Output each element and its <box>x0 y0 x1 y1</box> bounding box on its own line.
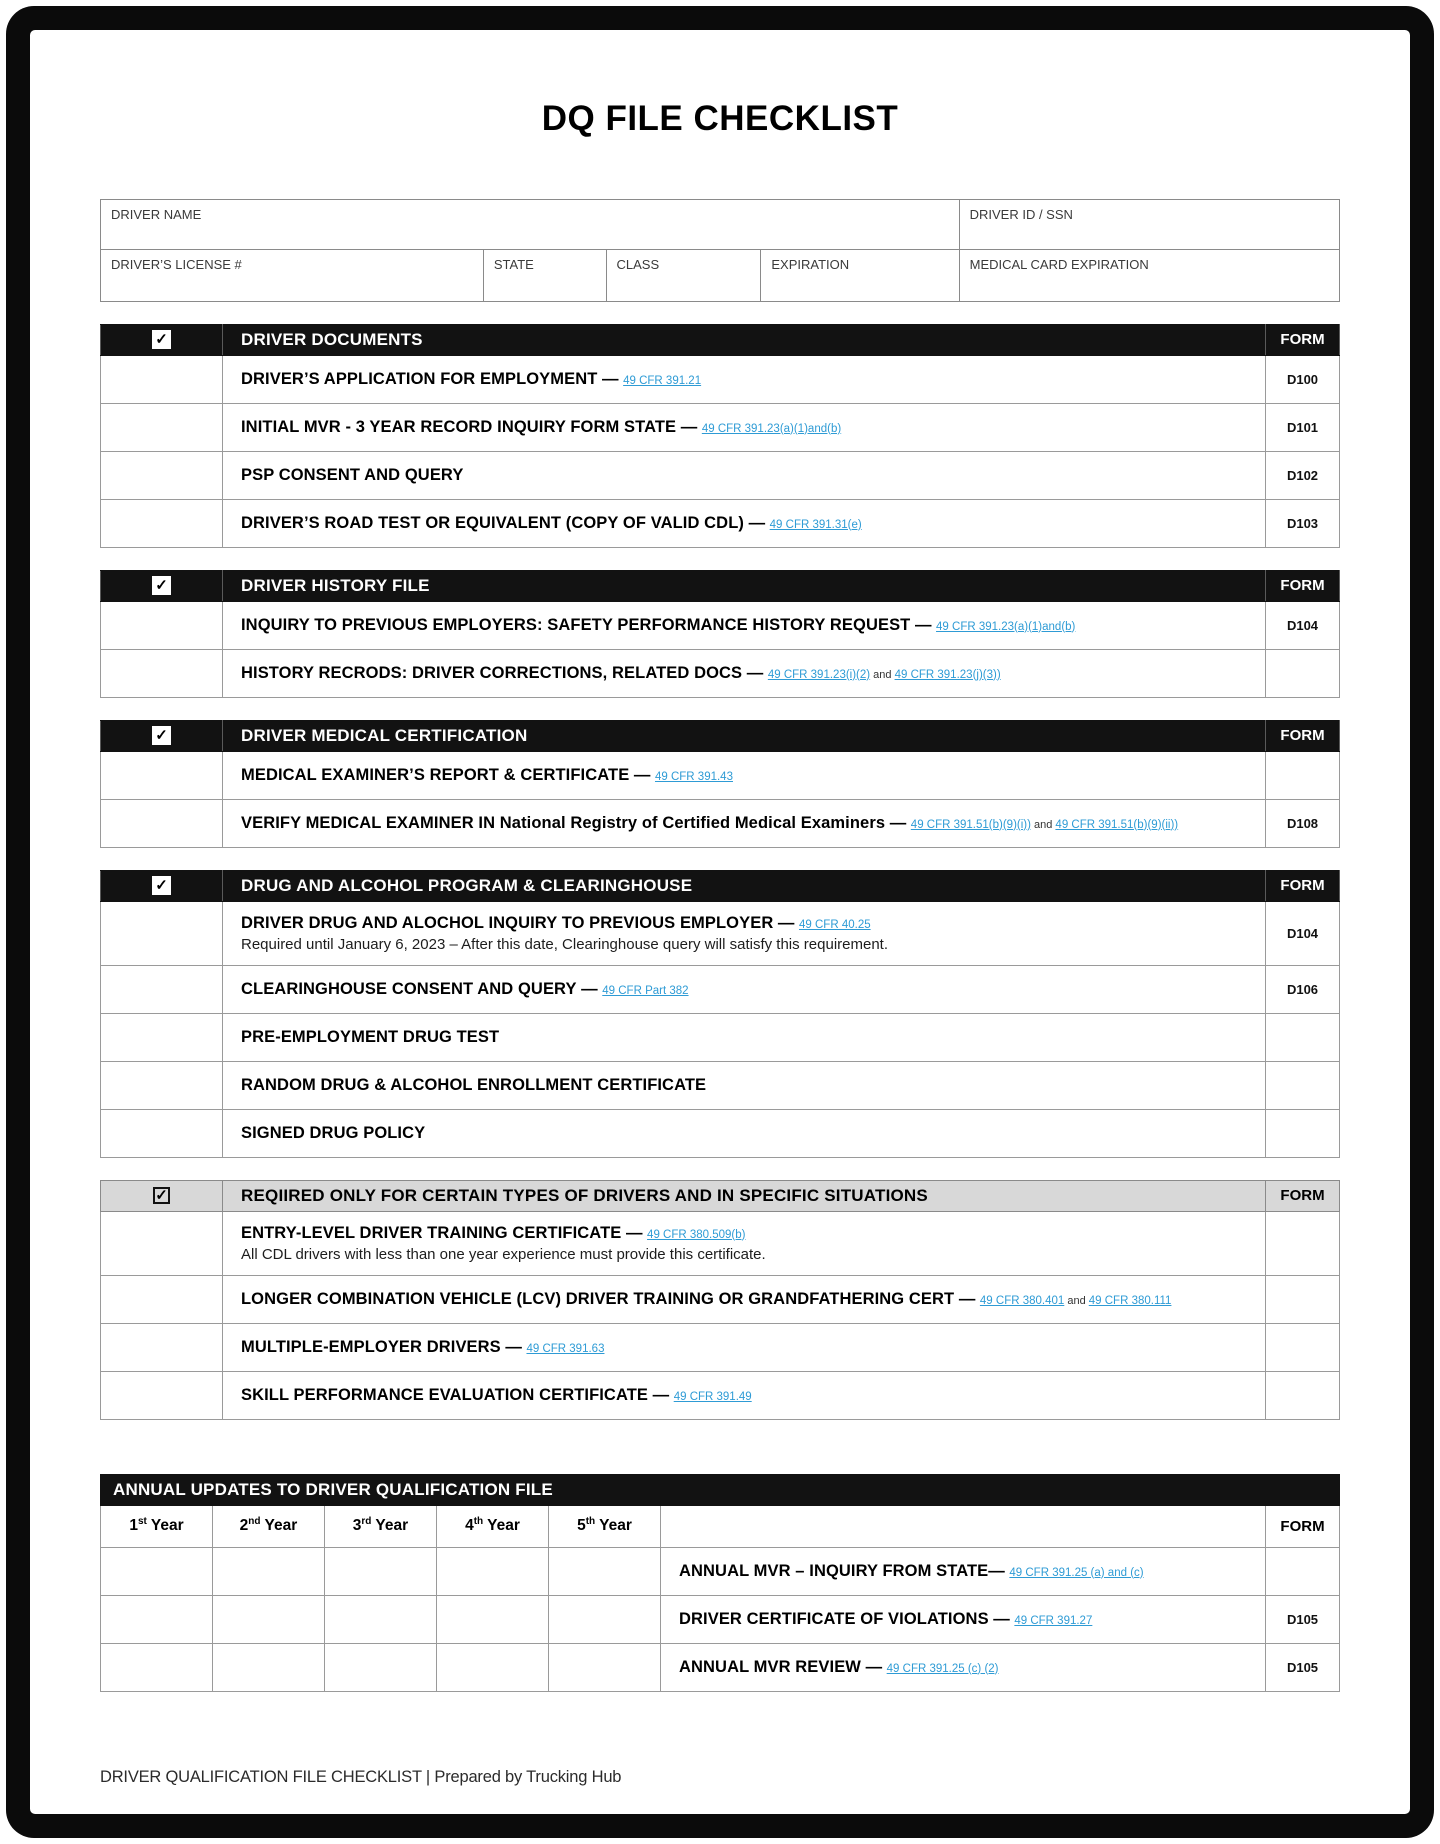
checklist-row <box>101 1323 1340 1371</box>
checklist-row <box>101 965 1340 1013</box>
section-header <box>101 720 1340 751</box>
row-title: ENTRY-LEVEL DRIVER TRAINING CERTIFICATE <box>241 1223 622 1242</box>
checklist-row <box>101 1109 1340 1157</box>
row-description-cell <box>223 1013 1266 1061</box>
cfr-link[interactable]: 49 CFR 391.23(a)(1)and(b) <box>701 422 842 435</box>
row-form-cell: D104 <box>1266 901 1340 965</box>
section-checkbox-cell <box>101 870 223 901</box>
row-description-cell <box>223 1323 1266 1371</box>
row-description-cell <box>223 403 1266 451</box>
annual-section <box>100 1474 1340 1692</box>
row-note: All CDL drivers with less than one year experience must provide this certificate. <box>241 1245 766 1263</box>
section-table <box>100 570 1340 698</box>
row-form-cell: D102 <box>1266 451 1340 499</box>
row-form-cell: D105 <box>1266 1595 1340 1643</box>
row-checkbox-cell <box>101 1109 223 1157</box>
year-header-cell: 2nd Year <box>213 1505 325 1547</box>
year-checkbox-cell <box>437 1547 549 1595</box>
section-checkbox-cell <box>101 570 223 601</box>
dash-separator: — <box>743 513 770 532</box>
cfr-link[interactable]: 49 CFR 391.21 <box>623 374 702 387</box>
year-checkbox-cell <box>325 1547 437 1595</box>
section-header <box>101 324 1340 355</box>
driver-name-field: DRIVER NAME <box>101 199 960 249</box>
row-title: INQUIRY TO PREVIOUS EMPLOYERS: SAFETY PERFORMANCE HISTORY REQUEST <box>241 615 911 634</box>
row-form-cell: D104 <box>1266 601 1340 649</box>
drivers-license-field: DRIVER’S LICENSE # <box>101 249 484 301</box>
year-checkbox-cell <box>101 1595 213 1643</box>
dash-separator: — <box>885 813 911 832</box>
year-checkbox-cell <box>101 1643 213 1691</box>
year-header-cell: 4th Year <box>437 1505 549 1547</box>
section-table <box>100 1180 1340 1420</box>
row-checkbox-cell <box>101 1211 223 1275</box>
row-description-cell <box>223 649 1266 697</box>
row-checkbox-cell <box>101 1275 223 1323</box>
row-checkbox-cell <box>101 451 223 499</box>
cfr-link[interactable]: 49 CFR 391.25 (a) and (c) <box>1009 1566 1144 1579</box>
row-form-cell <box>1266 751 1340 799</box>
cfr-link[interactable]: 49 CFR 391.51(b)(9)(ii)) <box>1055 818 1179 831</box>
row-checkbox-cell <box>101 1371 223 1419</box>
row-description-cell <box>223 1275 1266 1323</box>
dash-separator: — <box>910 615 937 634</box>
dash-separator: — <box>648 1385 674 1404</box>
cfr-link[interactable]: 49 CFR 391.23(a)(1)and(b) <box>936 620 1076 633</box>
row-description-cell <box>223 601 1266 649</box>
checklist-row <box>101 1013 1340 1061</box>
row-description-cell <box>223 1061 1266 1109</box>
row-title: DRIVER CERTIFICATE OF VIOLATIONS <box>679 1609 989 1628</box>
and-word: and <box>870 668 895 681</box>
cfr-link[interactable]: 49 CFR 391.27 <box>1014 1614 1093 1627</box>
row-description-cell <box>223 1211 1266 1275</box>
form-column-header: FORM <box>1266 720 1340 751</box>
form-column-header: FORM <box>1266 324 1340 355</box>
cfr-link[interactable]: 49 CFR 40.25 <box>799 918 871 931</box>
form-column-header: FORM <box>1266 870 1340 901</box>
row-checkbox-cell <box>101 403 223 451</box>
cfr-link[interactable]: 49 CFR 391.49 <box>673 1390 752 1403</box>
row-description-cell <box>223 1109 1266 1157</box>
checklist-row <box>101 751 1340 799</box>
and-word: and <box>1030 818 1056 831</box>
section-title: DRIVER MEDICAL CERTIFICATION <box>223 720 1266 751</box>
section-checkbox-cell <box>101 720 223 751</box>
row-title: SKILL PERFORMANCE EVALUATION CERTIFICATE <box>241 1385 649 1404</box>
annual-form-header: FORM <box>1266 1505 1340 1547</box>
cfr-link[interactable]: 49 CFR 380.509(b) <box>647 1228 746 1241</box>
dash-separator: — <box>676 417 702 436</box>
checked-checkbox-icon: ✓ <box>152 576 171 595</box>
dash-separator: — <box>742 663 768 682</box>
cfr-link[interactable]: 49 CFR 391.23(i)(2) <box>767 668 871 681</box>
dash-separator: — <box>988 1561 1010 1580</box>
year-checkbox-cell <box>213 1595 325 1643</box>
row-form-cell <box>1266 1371 1340 1419</box>
section-title: DRIVER DOCUMENTS <box>223 324 1266 355</box>
row-form-cell: D101 <box>1266 403 1340 451</box>
year-checkbox-cell <box>101 1547 213 1595</box>
checked-checkbox-icon: ✓ <box>152 330 171 349</box>
row-title: CLEARINGHOUSE CONSENT AND QUERY <box>241 979 577 998</box>
row-form-cell <box>1266 1061 1340 1109</box>
row-title: PSP CONSENT AND QUERY <box>241 465 464 484</box>
document-page <box>30 30 1410 1814</box>
annual-year-header-row <box>101 1505 1340 1547</box>
year-checkbox-cell <box>213 1547 325 1595</box>
row-form-cell: D108 <box>1266 799 1340 847</box>
row-checkbox-cell <box>101 1061 223 1109</box>
document-content <box>100 100 1340 1787</box>
row-title: PRE-EMPLOYMENT DRUG TEST <box>241 1027 500 1046</box>
driver-info-table <box>100 199 1340 302</box>
row-title: ANNUAL MVR – INQUIRY FROM STATE <box>679 1561 989 1580</box>
row-checkbox-cell <box>101 499 223 547</box>
year-header-cell: 1st Year <box>101 1505 213 1547</box>
expiration-field: EXPIRATION <box>761 249 959 301</box>
cfr-link[interactable]: 49 CFR 391.43 <box>654 770 733 783</box>
row-title: RANDOM DRUG & ALCOHOL ENROLLMENT CERTIFICATE <box>241 1075 707 1094</box>
section-header <box>101 1180 1340 1211</box>
cfr-link[interactable]: 49 CFR Part 382 <box>602 984 689 997</box>
row-title: INITIAL MVR - 3 YEAR RECORD INQUIRY FORM STATE <box>241 417 677 436</box>
row-checkbox-cell <box>101 1323 223 1371</box>
year-checkbox-cell <box>325 1643 437 1691</box>
checked-checkbox-icon: ✓ <box>152 726 171 745</box>
row-title: DRIVER’S APPLICATION FOR EMPLOYMENT <box>241 369 598 388</box>
section-header <box>101 870 1340 901</box>
checklist-row <box>101 1371 1340 1419</box>
row-description-cell <box>223 901 1266 965</box>
section-title: REQIIRED ONLY FOR CERTAIN TYPES OF DRIVERS AND IN SPECIFIC SITUATIONS <box>223 1180 1266 1211</box>
row-form-cell <box>1266 1109 1340 1157</box>
row-form-cell <box>1266 1013 1340 1061</box>
medical-card-expiration-field: MEDICAL CARD EXPIRATION <box>959 249 1339 301</box>
checked-checkbox-icon: ✓ <box>153 1187 170 1204</box>
row-title: MEDICAL EXAMINER’S REPORT & CERTIFICATE <box>241 765 630 784</box>
annual-row <box>101 1547 1340 1595</box>
page-title: DQ FILE CHECKLIST <box>541 99 899 138</box>
section-checkbox-cell <box>101 324 223 355</box>
checklist-row <box>101 649 1340 697</box>
row-form-cell: D100 <box>1266 355 1340 403</box>
checked-checkbox-icon: ✓ <box>152 876 171 895</box>
cfr-link[interactable]: 49 CFR 391.51(b)(9)(i)) <box>910 818 1031 831</box>
checklist-row <box>101 799 1340 847</box>
year-checkbox-cell <box>213 1643 325 1691</box>
row-description-cell <box>661 1643 1266 1691</box>
form-column-header: FORM <box>1266 570 1340 601</box>
section-table <box>100 324 1340 548</box>
row-title: HISTORY RECRODS: DRIVER CORRECTIONS, RELATED DOCS <box>241 663 743 682</box>
year-header-cell: 5th Year <box>549 1505 661 1547</box>
row-title: ANNUAL MVR REVIEW <box>679 1657 861 1676</box>
row-description-cell <box>223 751 1266 799</box>
row-checkbox-cell <box>101 355 223 403</box>
and-word: and <box>1064 1294 1089 1307</box>
dash-separator: — <box>621 1223 648 1242</box>
checklist-row <box>101 601 1340 649</box>
dash-separator: — <box>954 1289 980 1308</box>
cfr-link[interactable]: 49 CFR 391.63 <box>526 1342 605 1355</box>
year-checkbox-cell <box>549 1547 661 1595</box>
section-title: DRUG AND ALCOHOL PROGRAM & CLEARINGHOUSE <box>223 870 1266 901</box>
sections <box>100 324 1340 1420</box>
row-title: VERIFY MEDICAL EXAMINER IN National Registry of Certified Medical Examiners <box>241 813 886 832</box>
row-description-cell <box>223 355 1266 403</box>
row-checkbox-cell <box>101 799 223 847</box>
section-checkbox-cell <box>101 1180 223 1211</box>
dash-separator: — <box>773 913 800 932</box>
row-description-cell <box>661 1595 1266 1643</box>
document-footer: DRIVER QUALIFICATION FILE CHECKLIST | Prepared by Trucking Hub <box>100 1767 622 1786</box>
row-checkbox-cell <box>101 965 223 1013</box>
row-form-cell: D106 <box>1266 965 1340 1013</box>
dash-separator: — <box>988 1609 1015 1628</box>
cfr-link[interactable]: 49 CFR 380.111 <box>1088 1294 1172 1307</box>
annual-title-row <box>101 1474 1340 1505</box>
annual-row <box>101 1643 1340 1691</box>
annual-title: ANNUAL UPDATES TO DRIVER QUALIFICATION FILE <box>101 1474 1340 1505</box>
row-checkbox-cell <box>101 901 223 965</box>
section-header <box>101 570 1340 601</box>
year-checkbox-cell <box>549 1595 661 1643</box>
row-title: MULTIPLE-EMPLOYER DRIVERS <box>241 1337 501 1356</box>
row-checkbox-cell <box>101 751 223 799</box>
annual-updates-table <box>100 1474 1340 1692</box>
checklist-row <box>101 355 1340 403</box>
row-form-cell: D103 <box>1266 499 1340 547</box>
state-field: STATE <box>483 249 606 301</box>
row-description-cell <box>223 1371 1266 1419</box>
dash-separator: — <box>576 979 603 998</box>
row-title: LONGER COMBINATION VEHICLE (LCV) DRIVER TRAINING OR GRANDFATHERING CERT <box>241 1289 955 1308</box>
row-form-cell <box>1266 1275 1340 1323</box>
dash-separator: — <box>629 765 655 784</box>
checklist-row <box>101 451 1340 499</box>
section-table <box>100 870 1340 1158</box>
row-checkbox-cell <box>101 1013 223 1061</box>
row-form-cell <box>1266 1211 1340 1275</box>
dash-separator: — <box>860 1657 887 1676</box>
row-title: DRIVER DRUG AND ALOCHOL INQUIRY TO PREVIOUS EMPLOYER <box>241 913 774 932</box>
section-table <box>100 720 1340 848</box>
cfr-link[interactable]: 49 CFR 391.23(j)(3)) <box>894 668 1001 681</box>
row-description-cell <box>223 799 1266 847</box>
row-form-cell <box>1266 1323 1340 1371</box>
section-title: DRIVER HISTORY FILE <box>223 570 1266 601</box>
checklist-row <box>101 1275 1340 1323</box>
row-form-cell: D105 <box>1266 1643 1340 1691</box>
cfr-link[interactable]: 49 CFR 380.401 <box>979 1294 1065 1307</box>
checklist-row <box>101 499 1340 547</box>
row-description-cell <box>661 1547 1266 1595</box>
checklist-row <box>101 1061 1340 1109</box>
checklist-row <box>101 901 1340 965</box>
annual-description-header-cell <box>661 1505 1266 1547</box>
row-checkbox-cell <box>101 601 223 649</box>
year-checkbox-cell <box>437 1595 549 1643</box>
cfr-link[interactable]: 49 CFR 391.31(e) <box>769 518 862 531</box>
year-checkbox-cell <box>549 1643 661 1691</box>
year-checkbox-cell <box>325 1595 437 1643</box>
checklist-row <box>101 1211 1340 1275</box>
cfr-link[interactable]: 49 CFR 391.25 (c) (2) <box>886 1662 999 1675</box>
dash-separator: — <box>500 1337 527 1356</box>
row-form-cell <box>1266 649 1340 697</box>
row-form-cell <box>1266 1547 1340 1595</box>
row-title: SIGNED DRUG POLICY <box>241 1123 426 1142</box>
driver-id-ssn-field: DRIVER ID / SSN <box>959 199 1339 249</box>
checklist-row <box>101 403 1340 451</box>
class-field: CLASS <box>606 249 761 301</box>
year-header-cell: 3rd Year <box>325 1505 437 1547</box>
year-checkbox-cell <box>437 1643 549 1691</box>
annual-row <box>101 1595 1340 1643</box>
row-description-cell <box>223 499 1266 547</box>
dash-separator: — <box>597 369 624 388</box>
row-description-cell <box>223 965 1266 1013</box>
row-note: Required until January 6, 2023 – After this date, Clearinghouse query will satisfy this requirement. <box>241 935 889 953</box>
row-title: DRIVER’S ROAD TEST OR EQUIVALENT (COPY OF VALID CDL) <box>241 513 744 532</box>
form-column-header: FORM <box>1266 1180 1340 1211</box>
row-checkbox-cell <box>101 649 223 697</box>
row-description-cell <box>223 451 1266 499</box>
